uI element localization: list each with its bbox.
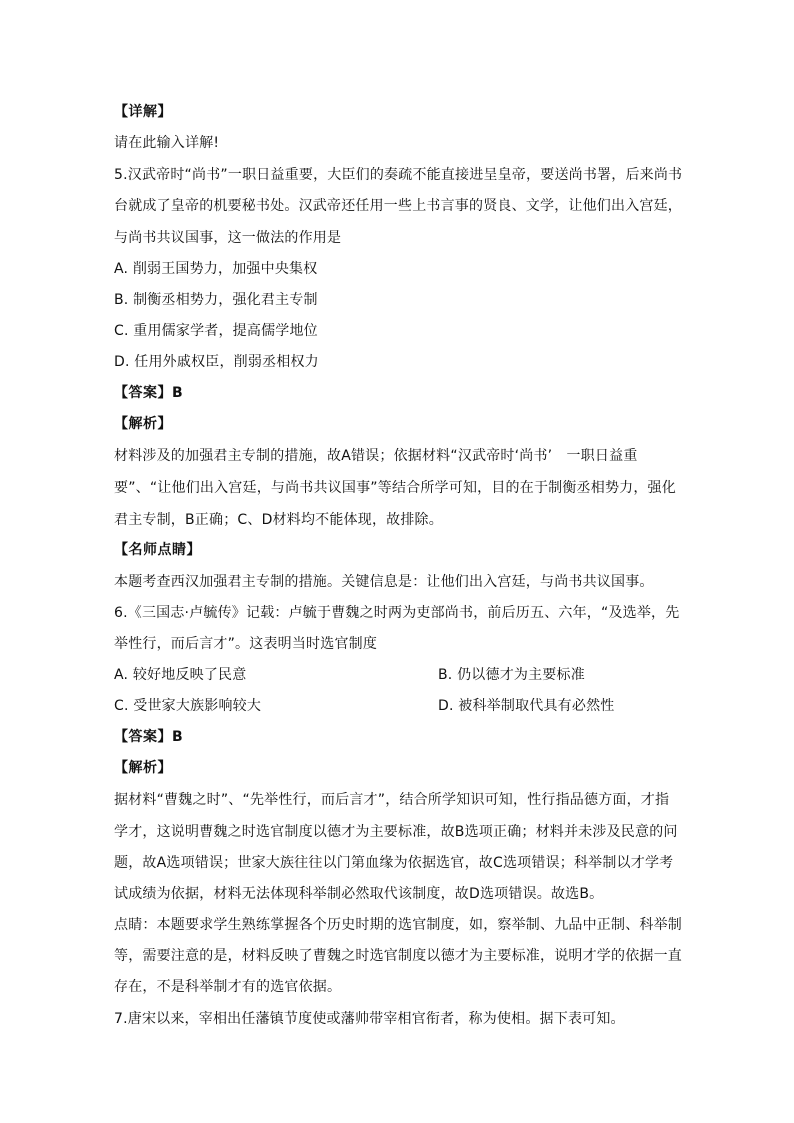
- q5-option-b: B. 制衡丞相势力，强化君主专制: [114, 292, 318, 308]
- q6-analysis-line-3: 题，故A选项错误；世家大族往往以门第血缘为依据选官，故C选项错误；科举制以才学考: [114, 855, 674, 871]
- q6-option-d: D. 被科举制取代具有必然性: [438, 698, 615, 714]
- q5-option-d: D. 任用外戚权臣，削弱丞相权力: [114, 354, 319, 370]
- q5-option-a: A. 削弱王国势力，加强中央集权: [114, 261, 318, 277]
- q5-stem-line-1: 5.汉武帝时“尚书”一职日益重要，大臣们的奏疏不能直接进呈皇帝，要送尚书署，后来尚书: [114, 167, 683, 183]
- q6-option-a: A. 较好地反映了民意: [114, 667, 247, 683]
- q6-stem-line-1: 6.《三国志·卢毓传》记载：卢毓于曹魏之时两为吏部尚书，前后历五、六年，“及选举，先: [114, 605, 680, 621]
- detail-heading: 【详解】: [114, 104, 172, 120]
- q5-option-c: C. 重用儒家学者，提高儒学地位: [114, 323, 318, 339]
- q6-analysis-line-4: 试成绩为依据，材料无法体现科举制必然取代该制度，故D选项错误。故选B。: [114, 886, 604, 902]
- q5-tip-heading: 【名师点睛】: [114, 542, 201, 558]
- q5-tip-text: 本题考查西汉加强君主专制的措施。关键信息是：让他们出入宫廷，与尚书共议国事。: [114, 574, 654, 590]
- detail-placeholder: 请在此输入详解!: [114, 135, 220, 151]
- q6-stem-line-2: 举性行，而后言才”。这表明当时选官制度: [114, 636, 378, 652]
- q6-analysis-heading: 【解析】: [114, 760, 172, 776]
- q6-tip-line-1: 点睛：本题要求学生熟练掌握各个历史时期的选官制度，如，察举制、九品中正制、科举制: [114, 917, 682, 933]
- q5-analysis-line-2: 要”、“让他们出入宫廷，与尚书共议国事”等结合所学可知，目的在于制衡丞相势力，强化: [114, 480, 676, 496]
- q6-option-c: C. 受世家大族影响较大: [114, 698, 262, 714]
- q5-stem-line-2: 台就成了皇帝的机要秘书处。汉武帝还任用一些上书言事的贤良、文学，让他们出入宫廷，: [114, 198, 682, 214]
- q5-analysis-heading: 【解析】: [114, 416, 172, 432]
- q6-answer: 【答案】B: [114, 729, 184, 745]
- q5-analysis-line-1: 材料涉及的加强君主专制的措施，故A错误；依据材料“汉武帝时‘尚书’ 一职日益重: [114, 448, 638, 464]
- q5-stem-line-3: 与尚书共议国事，这一做法的作用是: [114, 230, 342, 246]
- q5-answer: 【答案】B: [114, 385, 184, 401]
- q6-option-b: B. 仍以德才为主要标准: [438, 667, 585, 683]
- q5-analysis-line-3: 君主专制，B正确；C、D材料均不能体现，故排除。: [114, 512, 443, 528]
- q6-tip-line-3: 存在，不是科举制才有的选官依据。: [114, 979, 342, 995]
- q6-tip-line-2: 等，需要注意的是，材料反映了曹魏之时选官制度以德才为主要标准，说明才学的依据一直: [114, 948, 682, 964]
- q6-analysis-line-2: 学才，这说明曹魏之时选官制度以德才为主要标准，故B选项正确；材料并未涉及民意的问: [114, 824, 678, 840]
- q7-stem: 7.唐宋以来，宰相出任藩镇节度使或藩帅带宰相官衔者，称为使相。据下表可知。: [114, 1011, 625, 1027]
- q6-analysis-line-1: 据材料“曹魏之时”、“先举性行，而后言才”，结合所学知识可知，性行指品德方面，才指: [114, 792, 670, 808]
